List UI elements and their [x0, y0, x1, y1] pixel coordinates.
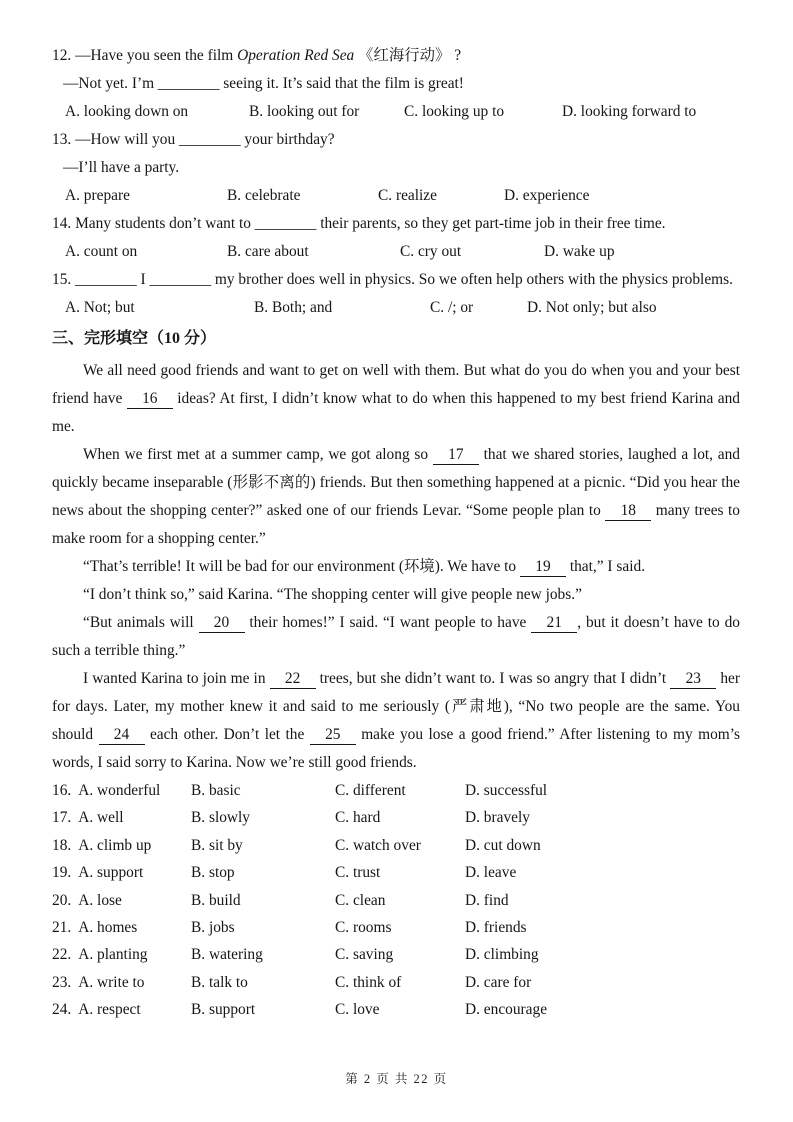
q15-options: [52, 294, 740, 322]
question-number: 16.: [52, 782, 72, 799]
option-b: B. build: [191, 891, 241, 909]
cloze-options-row-18: [52, 832, 740, 859]
question-number: 12.: [52, 47, 72, 64]
option-b: B. basic: [191, 782, 241, 799]
option-a: A. lose: [78, 891, 122, 909]
cloze-option-cell: [52, 777, 191, 804]
q15-stem: [52, 266, 740, 294]
cloze-option-cell: [52, 941, 191, 968]
blank-22: 22: [270, 670, 316, 689]
blank-21: 21: [531, 614, 577, 633]
question-number: 18.: [52, 836, 72, 854]
passage-text: their homes!” I said. “I want people to have: [244, 614, 532, 631]
passage-text: that we shared stories, laughed a lot, and quickly became inseparable (形影不离的) friends. But then something happened at a picnic. “Did you hear the news about the shopping center?” asked one of our friends Levar. “Some people plan to: [52, 446, 740, 519]
q13-reply: —I’ll have a party.: [63, 159, 180, 176]
cloze-option-cell: [52, 914, 191, 941]
q12-stem: [52, 42, 740, 70]
option-d: D. bravely: [465, 809, 530, 827]
blank-20: 20: [199, 614, 245, 633]
option-a: A. Not; but: [65, 299, 135, 316]
option-a: A. planting: [78, 946, 148, 964]
option-a: A. looking down on: [65, 103, 189, 120]
question-number: 21.: [52, 919, 72, 937]
passage-text: “I don’t think so,” said Karina. “The shopping center will give people new jobs.”: [83, 586, 582, 603]
cloze-paragraph-6: [52, 665, 740, 777]
option-b: B. stop: [191, 864, 235, 882]
option-c: C. hard: [335, 809, 381, 827]
q12-stem-text: —Have you seen the film: [75, 47, 238, 64]
section-heading: 三、完形填空（10 分）: [52, 330, 217, 347]
option-d: D. care for: [465, 973, 532, 991]
cloze-option-cell: [52, 996, 191, 1023]
cloze-paragraph-5: [52, 609, 740, 665]
cloze-options-row-16: [52, 777, 740, 804]
option-c: C. saving: [335, 946, 394, 964]
passage-text: , but it doesn’t have to do such a terrible thing.”: [52, 614, 740, 659]
option-d: D. find: [465, 891, 509, 909]
option-a: A. count on: [65, 243, 138, 260]
passage-text: each other. Don’t let the: [144, 726, 310, 743]
cloze-options-row-21: [52, 914, 740, 941]
passage-text: many trees to make room for a shopping center.”: [52, 502, 740, 547]
q15-stem-text: ________ I ________ my brother does well in physics. So we often help others with the physics problems.: [75, 271, 733, 288]
option-b: B. slowly: [191, 809, 251, 827]
option-d: D. Not only; but also: [527, 299, 657, 316]
option-d: D. climbing: [465, 946, 539, 964]
option-c: C. think of: [335, 973, 402, 991]
question-number: 17.: [52, 809, 72, 827]
q12-reply: —Not yet. I’m ________ seeing it. It’s said that the film is great!: [63, 75, 464, 92]
q14-stem: [52, 210, 740, 238]
blank-17: 17: [433, 446, 479, 465]
cloze-paragraph-4: [52, 581, 740, 609]
option-c: C. rooms: [335, 919, 392, 937]
option-b: B. jobs: [191, 919, 235, 937]
option-c: C. clean: [335, 891, 386, 909]
footer-page-number: 第 2 页 共 22 页: [345, 1072, 448, 1086]
option-d: D. experience: [504, 187, 590, 204]
option-b: B. Both; and: [254, 299, 333, 316]
q13-stem-text: —How will you ________ your birthday?: [75, 131, 335, 148]
option-d: D. leave: [465, 864, 517, 882]
blank-24: 24: [99, 726, 145, 745]
option-a: A. prepare: [65, 187, 130, 204]
option-a: A. well: [78, 809, 124, 827]
option-a: A. homes: [78, 919, 138, 937]
passage-text: I wanted Karina to join me in: [83, 670, 270, 687]
option-a: A. respect: [78, 1001, 141, 1019]
passage-text: trees, but she didn’t want to. I was so angry that I didn’t: [315, 670, 671, 687]
question-number: 19.: [52, 864, 72, 882]
blank-19: 19: [520, 558, 566, 577]
option-b: B. looking out for: [249, 103, 360, 120]
question-number: 15.: [52, 271, 72, 288]
option-c: C. love: [335, 1001, 380, 1019]
passage-text: ideas? At first, I didn’t know what to do when this happened to my best friend Karina and me.: [52, 390, 740, 435]
option-a: A. climb up: [78, 836, 152, 854]
option-d: D. cut down: [465, 836, 541, 854]
passage-text: make you lose a good friend.” After listening to my mom’s words, I said sorry to Karina. Now we’re still good friends.: [52, 726, 741, 771]
cloze-options-row-19: [52, 859, 740, 886]
cloze-paragraph-2: [52, 441, 740, 553]
option-c: C. /; or: [430, 299, 474, 316]
blank-16: 16: [127, 390, 173, 409]
option-c: C. different: [335, 782, 406, 799]
option-b: B. care about: [227, 243, 309, 260]
option-c: C. realize: [378, 187, 437, 204]
cloze-option-cell: [52, 859, 191, 886]
film-title: Operation Red Sea: [237, 47, 355, 64]
option-b: B. sit by: [191, 836, 243, 854]
option-b: B. watering: [191, 946, 263, 964]
passage-text: “That’s terrible! It will be bad for our environment (环境). We have to: [83, 558, 520, 575]
cloze-paragraph-1: [52, 357, 740, 441]
cloze-option-cell: [52, 804, 191, 831]
q13-stem: [52, 126, 740, 154]
option-d: D. successful: [465, 782, 548, 799]
option-a: A. support: [78, 864, 144, 882]
question-number: 14.: [52, 215, 72, 232]
option-b: B. support: [191, 1001, 256, 1019]
question-number: 22.: [52, 946, 72, 964]
option-c: C. trust: [335, 864, 381, 882]
cloze-options-row-24: [52, 996, 740, 1023]
option-b: B. celebrate: [227, 187, 301, 204]
cloze-options-row-17: [52, 804, 740, 831]
q14-options: [52, 238, 740, 266]
option-d: D. wake up: [544, 243, 615, 260]
cloze-option-cell: [52, 887, 191, 914]
passage-text: that,” I said.: [565, 558, 646, 575]
cloze-paragraph-3: [52, 553, 740, 581]
cloze-option-cell: [52, 969, 191, 996]
option-a: A. wonderful: [78, 782, 161, 799]
question-number: 24.: [52, 1001, 72, 1019]
option-c: C. looking up to: [404, 103, 505, 120]
blank-23: 23: [670, 670, 716, 689]
option-a: A. write to: [78, 973, 145, 991]
passage-text: We all need good friends and want to get on well with them. But what do you do when you and your best friend have: [52, 362, 740, 407]
question-number: 13.: [52, 131, 72, 148]
option-b: B. talk to: [191, 973, 248, 991]
q14-stem-text: Many students don’t want to ________ their parents, so they get part-time job in their free time.: [75, 215, 666, 232]
question-number: 23.: [52, 973, 72, 991]
q12-options: [52, 98, 740, 126]
cloze-options-row-23: [52, 969, 740, 996]
question-number: 20.: [52, 891, 72, 909]
blank-25: 25: [310, 726, 356, 745]
option-d: D. looking forward to: [562, 103, 697, 120]
blank-18: 18: [605, 502, 651, 521]
passage-text: When we first met at a summer camp, we got along so: [83, 446, 433, 463]
option-d: D. encourage: [465, 1001, 548, 1019]
option-d: D. friends: [465, 919, 527, 937]
q12-stem-cjk: 《红海行动》 ?: [354, 47, 462, 64]
q13-options: [52, 182, 740, 210]
option-c: C. cry out: [400, 243, 462, 260]
passage-text: “But animals will: [83, 614, 199, 631]
cloze-options-row-22: [52, 941, 740, 968]
cloze-option-cell: [52, 832, 191, 859]
cloze-options-row-20: [52, 887, 740, 914]
passage-text: her for days. Later, my mother knew it and said to me seriously (严肃地), “No two people are the same. You should: [52, 670, 740, 743]
option-c: C. watch over: [335, 836, 421, 854]
